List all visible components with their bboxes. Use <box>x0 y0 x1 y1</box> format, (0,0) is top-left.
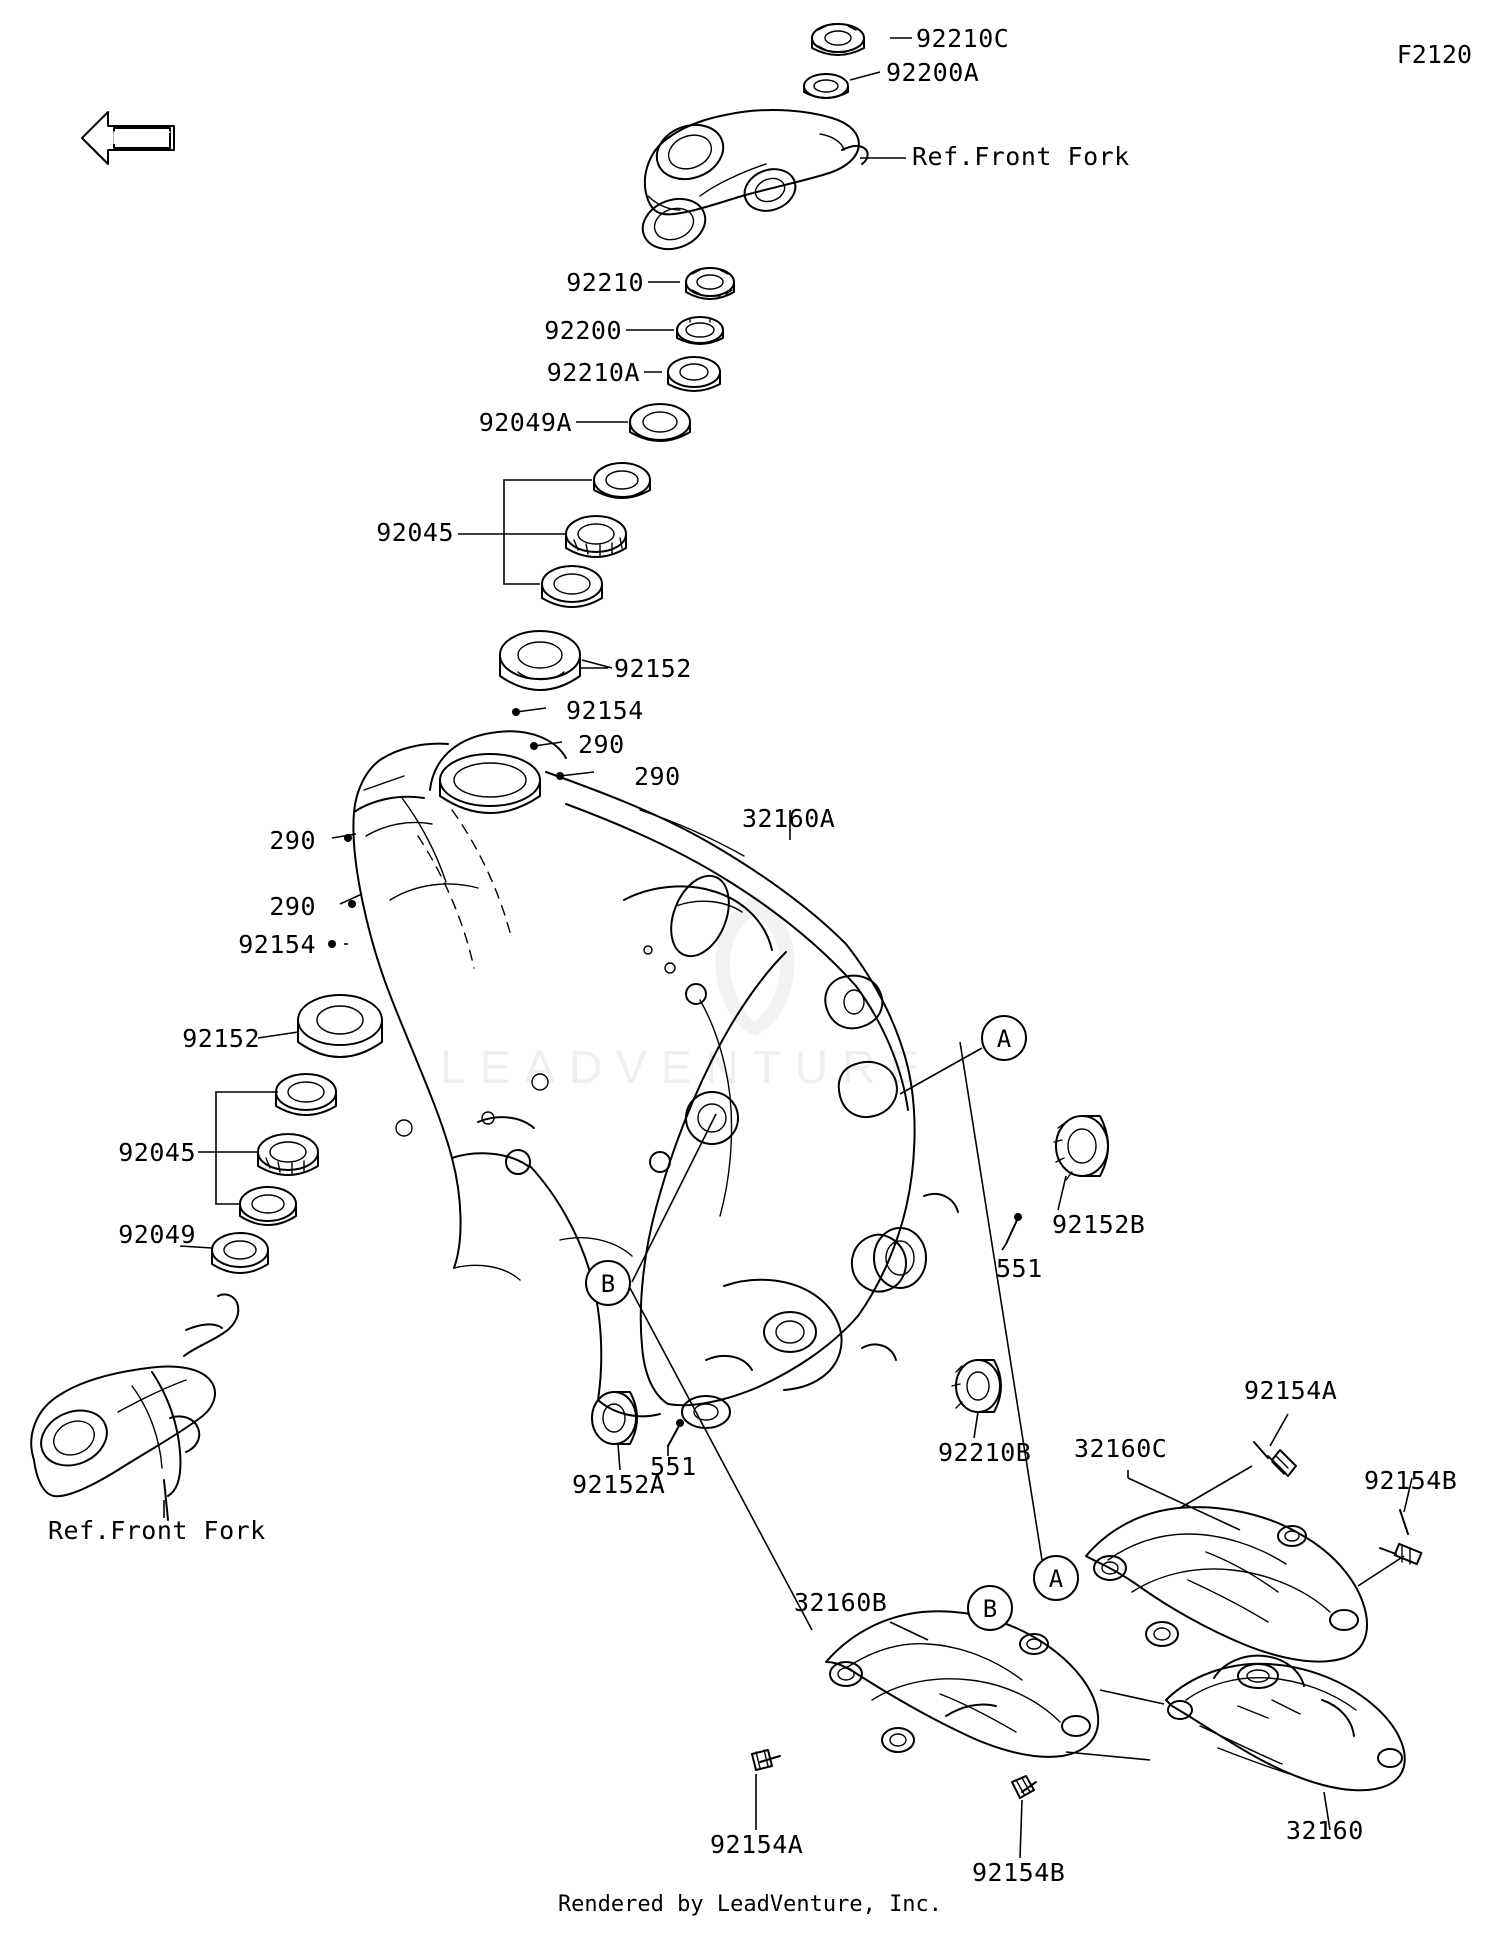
callout-92152-top: 92152 <box>614 654 692 683</box>
part-92152-left-shape <box>298 995 382 1057</box>
watermark-text: LEADVENTURE <box>440 1041 934 1093</box>
callout-92152B: 92152B <box>1052 1210 1146 1239</box>
callout-92045-left: 92045 <box>118 1138 196 1167</box>
bubble-A-upper <box>982 1016 1026 1060</box>
part-92049A-shape <box>630 404 690 441</box>
part-92045-left-shape <box>240 1074 336 1225</box>
callout-92154A-right: 92154A <box>1244 1376 1338 1405</box>
callout-551-right: 551 <box>996 1254 1043 1283</box>
callout-92210B: 92210B <box>938 1438 1032 1467</box>
callout-92154-left: 92154 <box>238 930 316 959</box>
svg-text:B: B <box>982 1595 998 1623</box>
ref-front-fork-upper-shape <box>636 110 868 257</box>
part-92154A-bottom-shape <box>752 1750 780 1770</box>
callout-92049A: 92049A <box>478 408 572 437</box>
part-92152-upper-shape <box>500 631 580 690</box>
callout-92200A: 92200A <box>886 58 980 87</box>
svg-text:A: A <box>996 1025 1012 1053</box>
ref-front-fork-lower-shape <box>31 1294 238 1520</box>
part-92200A-shape <box>804 74 848 98</box>
callout-551-left: 551 <box>650 1452 697 1481</box>
part-92210C-shape <box>812 24 864 55</box>
callout-ref-front-fork-top: Ref.Front Fork <box>912 142 1130 171</box>
part-551-left-shape <box>668 1419 684 1446</box>
callout-92049: 92049 <box>118 1220 196 1249</box>
part-92210-shape <box>686 268 734 299</box>
callout-290-b: 290 <box>634 762 681 791</box>
part-92200-shape <box>677 317 723 344</box>
callout-92154B-bottom: 92154B <box>972 1858 1066 1887</box>
part-92045-upper-shape <box>542 463 650 607</box>
callout-92154A-bottom: 92154A <box>710 1830 804 1859</box>
part-92210B-shape <box>952 1360 1001 1412</box>
bubble-B-lower <box>968 1586 1012 1630</box>
callout-32160B: 32160B <box>794 1588 888 1617</box>
part-32160C-shape <box>1086 1507 1367 1661</box>
main-frame-32160A-shape <box>353 731 958 1428</box>
svg-text:A: A <box>1048 1565 1064 1593</box>
part-92154B-bottom-shape <box>1012 1776 1036 1798</box>
part-551-right-shape <box>1006 1213 1022 1244</box>
callout-92045-top: 92045 <box>376 518 454 547</box>
bubble-A-lower <box>1034 1556 1078 1600</box>
part-92210A-shape <box>668 357 720 391</box>
callout-32160: 32160 <box>1286 1816 1364 1845</box>
callout-92210A: 92210A <box>546 358 640 387</box>
footer-attribution: Rendered by LeadVenture, Inc. <box>557 1892 943 1917</box>
callout-92152-left: 92152 <box>182 1024 260 1053</box>
callout-ref-front-fork-bottom: Ref.Front Fork <box>48 1516 266 1545</box>
callout-32160A: 32160A <box>742 804 836 833</box>
callout-32160C: 32160C <box>1074 1434 1168 1463</box>
bubble-B-upper <box>586 1261 630 1305</box>
figure-code: F2120 <box>1396 40 1472 69</box>
callout-92154B-right: 92154B <box>1364 1466 1458 1495</box>
callout-92210: 92210 <box>566 268 644 297</box>
part-92152B-shape <box>1054 1116 1108 1180</box>
part-92049-shape <box>212 1233 268 1273</box>
callout-290-d: 290 <box>269 892 316 921</box>
callout-290-c: 290 <box>269 826 316 855</box>
svg-text:FRONT: FRONT <box>111 129 173 149</box>
part-32160B-shape <box>826 1611 1098 1757</box>
part-92154B-right-shape <box>1380 1510 1421 1564</box>
leader-lines <box>164 38 1412 1858</box>
callout-92200: 92200 <box>544 316 622 345</box>
svg-text:B: B <box>600 1270 616 1298</box>
part-92154A-right-shape <box>1254 1442 1296 1476</box>
callout-290-a: 290 <box>578 730 625 759</box>
part-32160-shape <box>1166 1656 1405 1791</box>
callout-92152A: 92152A <box>572 1470 666 1499</box>
callout-92154-top: 92154 <box>566 696 644 725</box>
callout-92210C: 92210C <box>916 24 1010 53</box>
part-92152A-shape <box>592 1392 637 1444</box>
